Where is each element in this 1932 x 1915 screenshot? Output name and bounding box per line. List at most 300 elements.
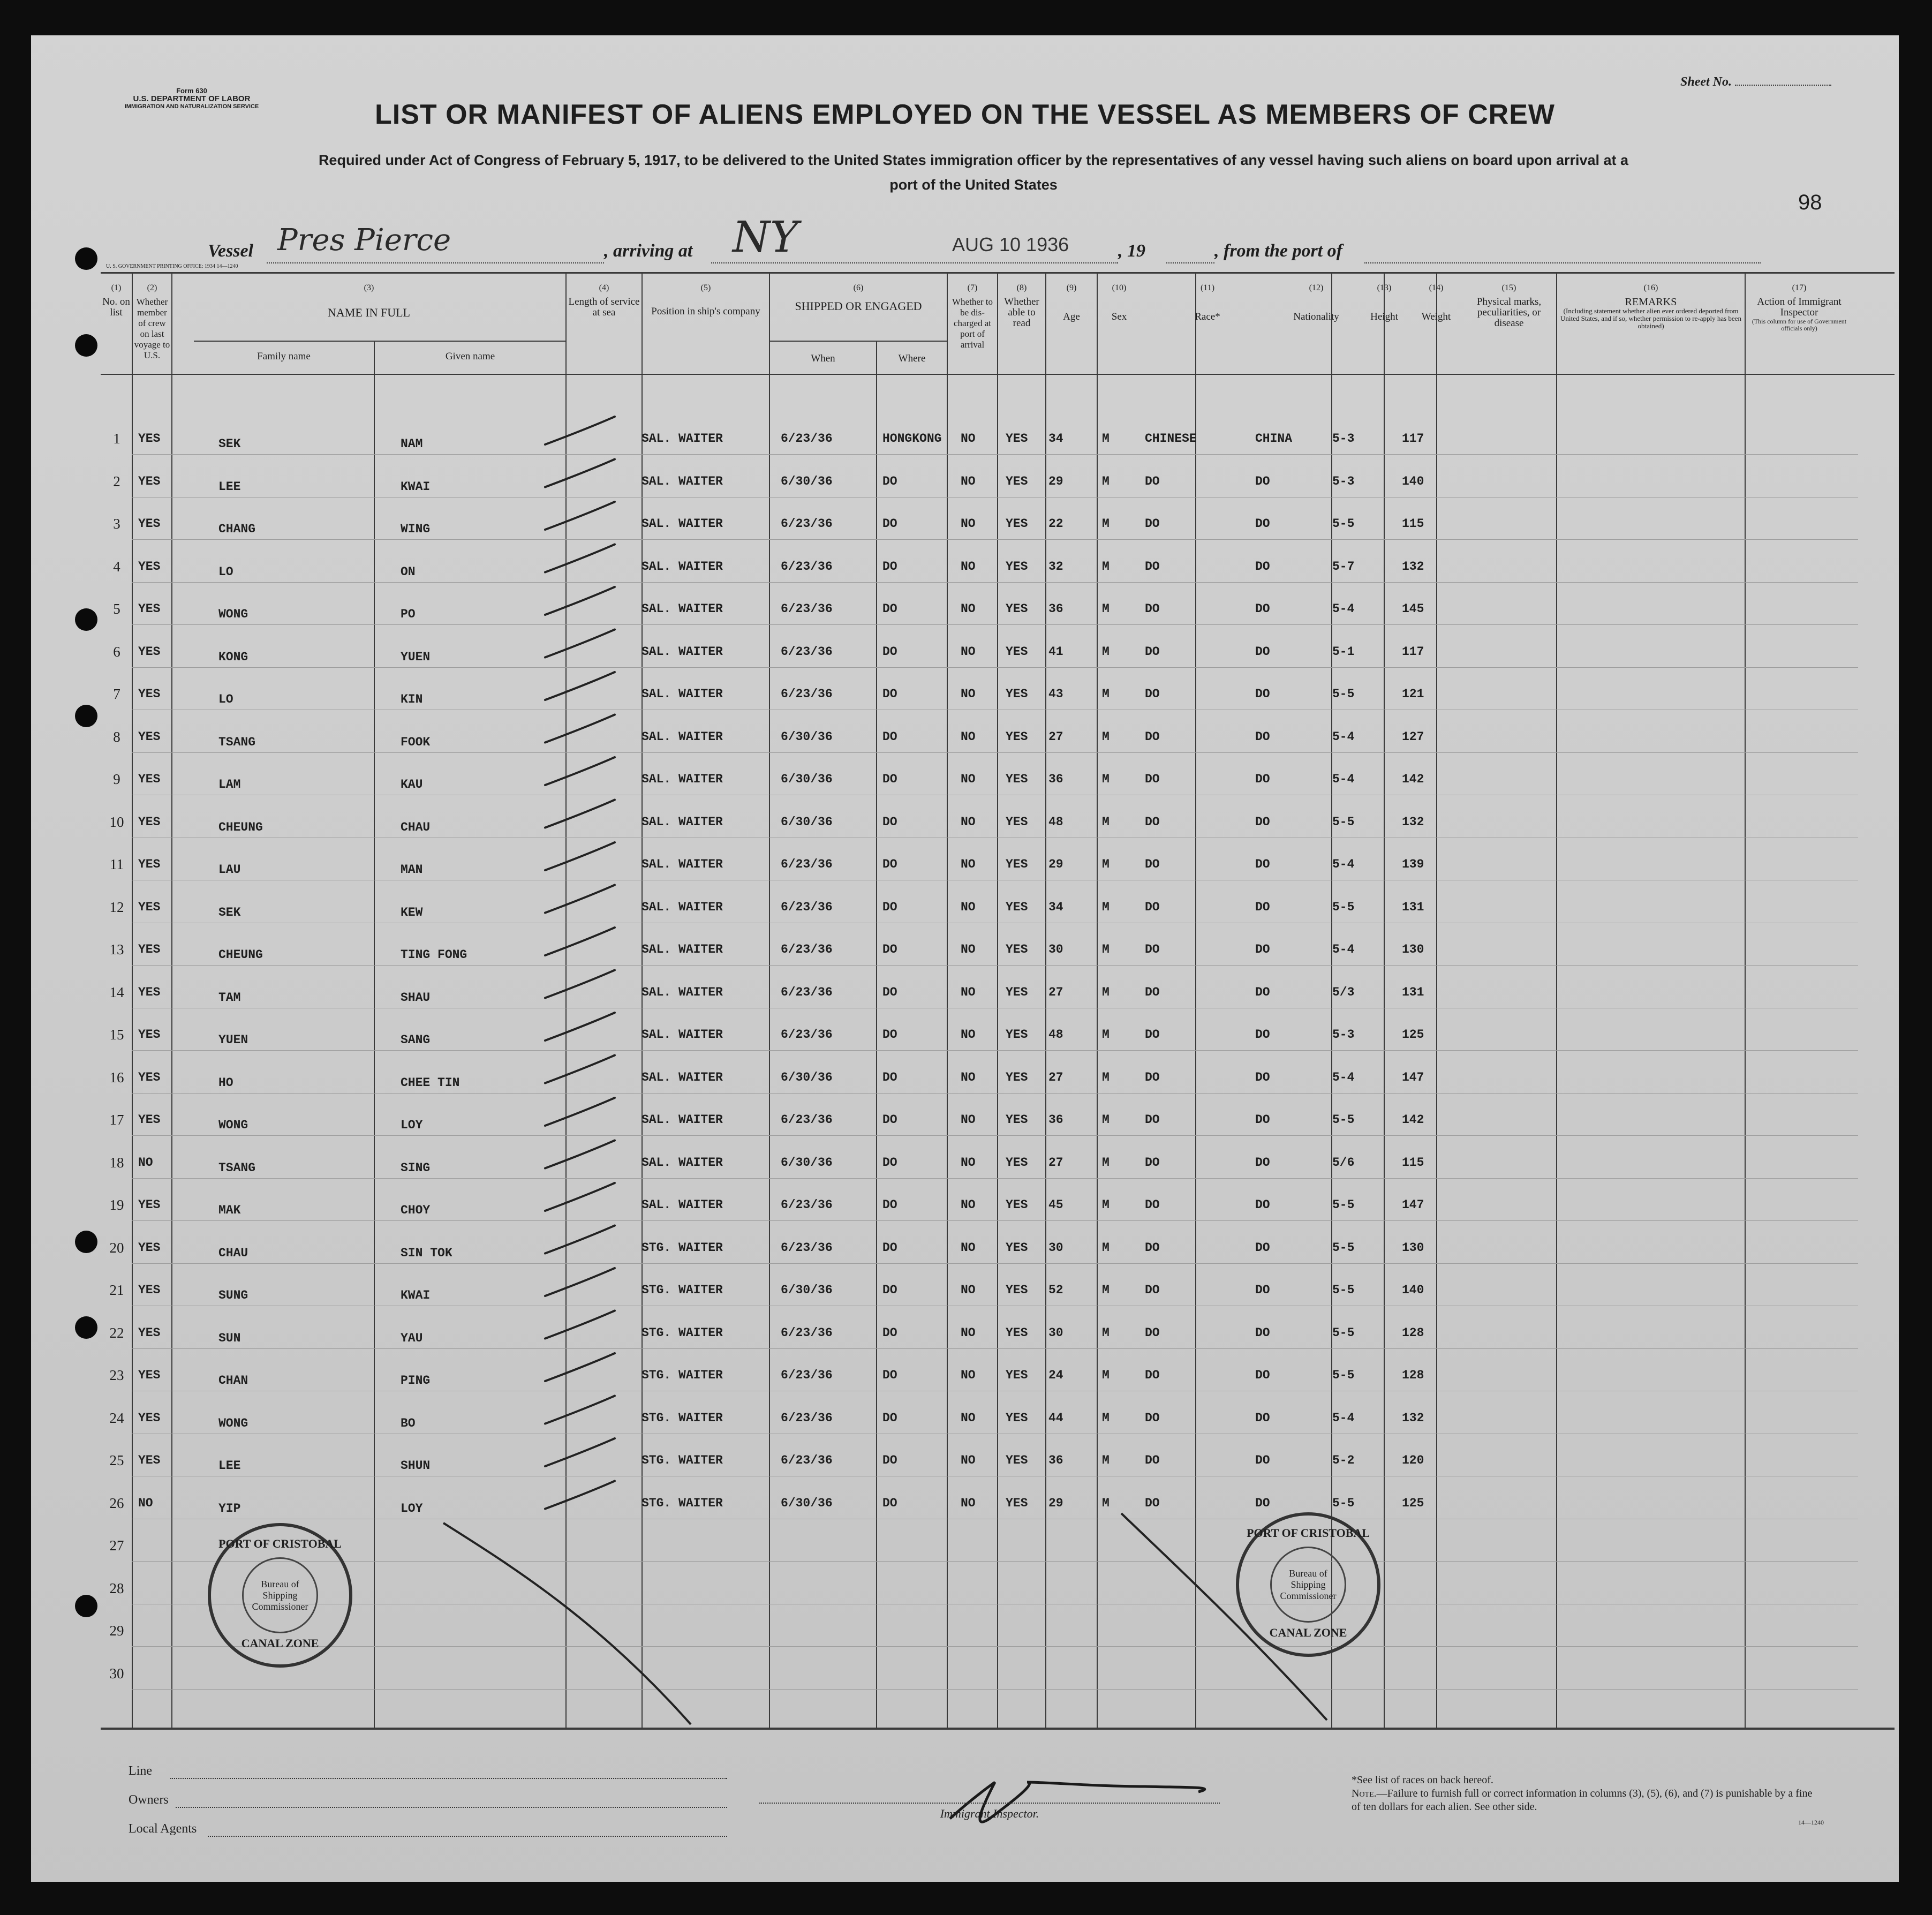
read-cell: YES: [1006, 729, 1028, 744]
weight-cell: 120: [1402, 1453, 1424, 1467]
read-cell: YES: [1006, 1198, 1028, 1212]
family-name-cell: MAK: [218, 1203, 241, 1217]
given-name-cell: SING: [401, 1160, 431, 1175]
discharged-cell: NO: [961, 1113, 976, 1127]
crew-cell: YES: [138, 474, 161, 488]
footer-line-label: Line: [129, 1764, 152, 1778]
read-cell: YES: [1006, 1113, 1028, 1127]
shipped-when-cell: 6/30/36: [781, 729, 833, 744]
family-name-cell: LO: [218, 564, 233, 579]
nationality-cell: DO: [1255, 1283, 1270, 1297]
shipped-where-cell: HONGKONG: [882, 432, 942, 446]
position-cell: SAL. WAITER: [642, 1155, 723, 1170]
family-name-cell: WONG: [218, 607, 248, 621]
race-cell: DO: [1145, 1198, 1160, 1212]
race-cell: DO: [1145, 815, 1160, 829]
shipped-when-cell: 6/23/36: [781, 900, 833, 914]
race-cell: DO: [1145, 943, 1160, 956]
weight-cell: 128: [1402, 1368, 1424, 1382]
crew-cell: YES: [138, 1325, 161, 1340]
family-name-cell: SUNG: [218, 1288, 248, 1302]
given-name-cell: NAM: [401, 437, 423, 451]
family-name-cell: WONG: [218, 1416, 248, 1430]
age-cell: 27: [1048, 1070, 1063, 1084]
nationality-cell: DO: [1255, 1155, 1270, 1170]
race-cell: DO: [1145, 517, 1160, 531]
row-number: 2: [113, 473, 120, 489]
discharged-cell: NO: [961, 1198, 976, 1212]
col-header-read: (8) Whether able to read: [1004, 283, 1039, 329]
shipped-when-cell: 6/30/36: [781, 1070, 833, 1084]
col-header-physical-marks: (15) Physical marks, peculiarities, or disease: [1476, 283, 1542, 329]
height-cell: 5-3: [1332, 432, 1355, 446]
given-name-cell: KWAI: [401, 1288, 431, 1302]
col-header-where: Where: [898, 353, 926, 364]
nationality-cell: DO: [1255, 1070, 1270, 1084]
age-cell: 29: [1048, 1496, 1063, 1510]
shipped-when-cell: 6/30/36: [781, 474, 833, 488]
crew-cell: YES: [138, 1368, 161, 1382]
sex-cell: M: [1102, 772, 1110, 786]
given-name-cell: KAU: [401, 778, 423, 791]
sex-cell: M: [1102, 1070, 1110, 1084]
crew-cell: NO: [138, 1155, 153, 1170]
nationality-cell: DO: [1255, 559, 1270, 574]
read-cell: YES: [1006, 1070, 1028, 1084]
sex-cell: M: [1102, 517, 1110, 531]
weight-cell: 125: [1402, 1496, 1424, 1510]
shipped-when-cell: 6/23/36: [781, 943, 833, 956]
weight-cell: 130: [1402, 1240, 1424, 1255]
given-name-cell: PING: [401, 1374, 431, 1388]
row-number: 25: [109, 1452, 124, 1468]
row-number: 1: [113, 431, 120, 447]
race-cell: DO: [1145, 900, 1160, 914]
discharged-cell: NO: [961, 900, 976, 914]
sex-cell: M: [1102, 432, 1110, 446]
position-cell: SAL. WAITER: [642, 687, 723, 701]
race-cell: DO: [1145, 772, 1160, 786]
position-cell: STG. WAITER: [642, 1411, 723, 1425]
check-mark: [545, 970, 615, 998]
nationality-cell: CHINA: [1255, 432, 1293, 446]
crew-cell: YES: [138, 857, 161, 871]
nationality-cell: DO: [1255, 857, 1270, 871]
shipped-when-cell: 6/23/36: [781, 1240, 833, 1255]
age-cell: 27: [1048, 985, 1063, 999]
weight-cell: 117: [1402, 432, 1424, 446]
shipped-when-cell: 6/30/36: [781, 1496, 833, 1510]
height-cell: 5-5: [1332, 1325, 1355, 1340]
shipped-when-cell: 6/30/36: [781, 772, 833, 786]
page-title: LIST OR MANIFEST OF ALIENS EMPLOYED ON THE VESSEL AS MEMBERS OF CREW: [375, 99, 1555, 130]
check-mark: [545, 800, 615, 828]
age-cell: 30: [1048, 1325, 1063, 1340]
crew-cell: YES: [138, 1028, 161, 1042]
subtitle-line-1: Required under Act of Congress of February 5, 1917, to be delivered to the United States immigration officer by the representatives of any vessel having such aliens on board upon arrival at a: [318, 152, 1629, 168]
manifest-sheet: [31, 35, 1899, 1882]
shipped-where-cell: DO: [882, 772, 897, 786]
weight-cell: 131: [1402, 985, 1424, 999]
shipped-where-cell: DO: [882, 729, 897, 744]
age-cell: 27: [1048, 1155, 1063, 1170]
penalty-note: Note.—Failure to furnish full or correct information in columns (3), (5), (6), and (7) is punishable by a fine of ten dollars for each alien. See other side.: [1352, 1788, 1813, 1813]
age-cell: 30: [1048, 1240, 1063, 1255]
check-mark: [545, 885, 615, 913]
check-mark: [545, 928, 615, 955]
row-number: 5: [113, 601, 120, 617]
race-cell: DO: [1145, 985, 1160, 999]
race-cell: DO: [1145, 1155, 1160, 1170]
race-cell: DO: [1145, 1240, 1160, 1255]
shipped-where-cell: DO: [882, 517, 897, 531]
race-cell: DO: [1145, 474, 1160, 488]
given-name-cell: KWAI: [401, 479, 431, 494]
height-cell: 5-2: [1332, 1453, 1355, 1467]
col-header-nationality: (12) Nationality: [1293, 283, 1339, 322]
check-mark: [545, 1353, 615, 1381]
read-cell: YES: [1006, 602, 1028, 616]
weight-cell: 128: [1402, 1325, 1424, 1340]
footer-owners-label: Owners: [129, 1793, 169, 1807]
col-header-name: (3) NAME IN FULL: [328, 283, 410, 319]
given-name-cell: BO: [401, 1416, 416, 1430]
weight-cell: 132: [1402, 559, 1424, 574]
given-name-cell: LOY: [401, 1118, 423, 1132]
height-cell: 5-5: [1332, 1283, 1355, 1297]
vessel-label: Vessel: [208, 241, 253, 261]
printing-office: U. S. GOVERNMENT PRINTING OFFICE: 1934 14—1240: [106, 263, 238, 269]
shipped-where-cell: DO: [882, 1496, 897, 1510]
weight-cell: 121: [1402, 687, 1424, 701]
height-cell: 5-5: [1332, 1113, 1355, 1127]
weight-cell: 145: [1402, 602, 1424, 616]
crew-cell: YES: [138, 1283, 161, 1297]
shipped-when-cell: 6/23/36: [781, 1113, 833, 1127]
discharged-cell: NO: [961, 772, 976, 786]
row-number: 3: [113, 516, 120, 532]
row-number: 26: [109, 1495, 124, 1511]
race-cell: DO: [1145, 1496, 1160, 1510]
family-name-cell: TAM: [218, 990, 241, 1005]
shipped-when-cell: 6/23/36: [781, 857, 833, 871]
stamp-center: Bureau of Shipping Commissioner: [1270, 1547, 1346, 1623]
read-cell: YES: [1006, 1240, 1028, 1255]
nationality-cell: DO: [1255, 687, 1270, 701]
given-name-cell: YAU: [401, 1331, 423, 1345]
discharged-cell: NO: [961, 644, 976, 659]
read-cell: YES: [1006, 1496, 1028, 1510]
row-number: 23: [109, 1367, 124, 1383]
check-mark: [545, 1396, 615, 1424]
given-name-cell: LOY: [401, 1501, 423, 1516]
sex-cell: M: [1102, 474, 1110, 488]
row-number: 13: [109, 941, 124, 958]
read-cell: YES: [1006, 1155, 1028, 1170]
discharged-cell: NO: [961, 1368, 976, 1382]
race-cell: DO: [1145, 1028, 1160, 1042]
crew-cell: YES: [138, 432, 161, 446]
nationality-cell: DO: [1255, 1240, 1270, 1255]
discharged-cell: NO: [961, 1283, 976, 1297]
sex-cell: M: [1102, 1155, 1110, 1170]
row-number: 17: [109, 1112, 124, 1128]
shipped-when-cell: 6/30/36: [781, 815, 833, 829]
crew-cell: YES: [138, 517, 161, 531]
crew-cell: YES: [138, 772, 161, 786]
position-cell: SAL. WAITER: [642, 517, 723, 531]
discharged-cell: NO: [961, 517, 976, 531]
weight-cell: 125: [1402, 1028, 1424, 1042]
race-cell: DO: [1145, 602, 1160, 616]
position-cell: SAL. WAITER: [642, 602, 723, 616]
row-number: 22: [109, 1324, 124, 1341]
crew-cell: YES: [138, 1240, 161, 1255]
race-cell: DO: [1145, 729, 1160, 744]
nationality-cell: DO: [1255, 1198, 1270, 1212]
position-cell: SAL. WAITER: [642, 1028, 723, 1042]
weight-cell: 140: [1402, 1283, 1424, 1297]
shipped-where-cell: DO: [882, 1240, 897, 1255]
given-name-cell: CHAU: [401, 820, 431, 834]
age-cell: 29: [1048, 857, 1063, 871]
shipped-where-cell: DO: [882, 602, 897, 616]
check-mark: [545, 545, 615, 572]
given-name-cell: ON: [401, 564, 416, 579]
read-cell: YES: [1006, 815, 1028, 829]
family-name-cell: LEE: [218, 1459, 241, 1473]
weight-cell: 117: [1402, 644, 1424, 659]
discharged-cell: NO: [961, 1070, 976, 1084]
col-header-when: When: [811, 353, 835, 364]
race-cell: DO: [1145, 1113, 1160, 1127]
row-number: 29: [109, 1623, 124, 1639]
vessel-name: Pres Pierce: [277, 223, 451, 258]
nationality-cell: DO: [1255, 1113, 1270, 1127]
stamp-ring-bottom: CANAL ZONE: [1269, 1626, 1347, 1639]
discharged-cell: NO: [961, 1028, 976, 1042]
read-cell: YES: [1006, 985, 1028, 999]
discharged-cell: NO: [961, 1411, 976, 1425]
row-number: 16: [109, 1069, 124, 1085]
row-number: 19: [109, 1197, 124, 1213]
read-cell: YES: [1006, 687, 1028, 701]
height-cell: 5-3: [1332, 1028, 1355, 1042]
weight-cell: 147: [1402, 1070, 1424, 1084]
age-cell: 45: [1048, 1198, 1063, 1212]
discharged-cell: NO: [961, 559, 976, 574]
shipped-when-cell: 6/23/36: [781, 602, 833, 616]
age-cell: 34: [1048, 900, 1063, 914]
row-number: 7: [113, 686, 120, 702]
form-code: 14—1240: [1798, 1819, 1824, 1826]
sex-cell: M: [1102, 1453, 1110, 1467]
nationality-cell: DO: [1255, 474, 1270, 488]
check-mark: [545, 587, 615, 615]
row-number: 27: [109, 1537, 124, 1554]
height-cell: 5-1: [1332, 644, 1355, 659]
nationality-cell: DO: [1255, 943, 1270, 956]
height-cell: 5-5: [1332, 1368, 1355, 1382]
position-cell: SAL. WAITER: [642, 943, 723, 956]
position-cell: STG. WAITER: [642, 1283, 723, 1297]
col-header-race: (11) Race*: [1195, 283, 1220, 322]
row-number: 28: [109, 1580, 124, 1596]
discharged-cell: NO: [961, 985, 976, 999]
position-cell: SAL. WAITER: [642, 644, 723, 659]
read-cell: YES: [1006, 1411, 1028, 1425]
given-name-cell: TING FONG: [401, 948, 467, 962]
row-number: 24: [109, 1409, 124, 1426]
family-name-cell: SEK: [218, 437, 241, 451]
check-mark: [545, 459, 615, 487]
discharged-cell: NO: [961, 1325, 976, 1340]
stamp-ring-bottom: CANAL ZONE: [241, 1637, 319, 1650]
discharged-cell: NO: [961, 687, 976, 701]
age-cell: 36: [1048, 772, 1063, 786]
col-header-weight: (14) Weight: [1421, 283, 1451, 322]
read-cell: YES: [1006, 644, 1028, 659]
shipped-where-cell: DO: [882, 1028, 897, 1042]
family-name-cell: SEK: [218, 905, 241, 919]
check-mark: [545, 417, 615, 444]
stamp-port-of-cristobal: [208, 1523, 352, 1668]
sex-cell: M: [1102, 1368, 1110, 1382]
position-cell: SAL. WAITER: [642, 729, 723, 744]
row-number: 6: [113, 643, 120, 660]
weight-cell: 127: [1402, 729, 1424, 744]
age-cell: 43: [1048, 687, 1063, 701]
crew-cell: YES: [138, 985, 161, 999]
crew-cell: YES: [138, 729, 161, 744]
crew-cell: YES: [138, 1198, 161, 1212]
row-number: 30: [109, 1665, 124, 1682]
weight-cell: 140: [1402, 474, 1424, 488]
crew-cell: YES: [138, 900, 161, 914]
height-cell: 5-4: [1332, 943, 1355, 956]
race-cell: DO: [1145, 559, 1160, 574]
height-cell: 5-4: [1332, 772, 1355, 786]
crew-cell: YES: [138, 1070, 161, 1084]
row-number: 9: [113, 771, 120, 787]
nationality-cell: DO: [1255, 1028, 1270, 1042]
height-cell: 5-5: [1332, 1198, 1355, 1212]
weight-cell: 142: [1402, 772, 1424, 786]
height-cell: 5/6: [1332, 1155, 1355, 1170]
read-cell: YES: [1006, 772, 1028, 786]
shipped-where-cell: DO: [882, 900, 897, 914]
read-cell: YES: [1006, 517, 1028, 531]
given-name-cell: MAN: [401, 863, 423, 877]
row-number: 21: [109, 1282, 124, 1298]
race-cell: DO: [1145, 687, 1160, 701]
read-cell: YES: [1006, 1283, 1028, 1297]
shipped-when-cell: 6/23/36: [781, 644, 833, 659]
check-mark: [545, 1098, 615, 1126]
weight-cell: 131: [1402, 900, 1424, 914]
from-port-label: , from the port of: [1214, 241, 1342, 261]
family-name-cell: CHAN: [218, 1374, 248, 1388]
position-cell: SAL. WAITER: [642, 857, 723, 871]
discharged-cell: NO: [961, 474, 976, 488]
nationality-cell: DO: [1255, 900, 1270, 914]
weight-cell: 130: [1402, 943, 1424, 956]
shipped-where-cell: DO: [882, 1113, 897, 1127]
nationality-cell: DO: [1255, 644, 1270, 659]
check-mark: [545, 630, 615, 658]
discharged-cell: NO: [961, 857, 976, 871]
sex-cell: M: [1102, 559, 1110, 574]
col-header-no: (1) No. on list: [102, 283, 130, 318]
family-name-cell: LAU: [218, 863, 241, 877]
position-cell: STG. WAITER: [642, 1325, 723, 1340]
discharged-cell: NO: [961, 602, 976, 616]
given-name-cell: SIN TOK: [401, 1246, 452, 1260]
height-cell: 5/3: [1332, 985, 1355, 999]
shipped-where-cell: DO: [882, 943, 897, 956]
race-cell: DO: [1145, 1070, 1160, 1084]
position-cell: SAL. WAITER: [642, 900, 723, 914]
age-cell: 36: [1048, 1113, 1063, 1127]
col-header-given: Given name: [445, 351, 495, 362]
row-number: 18: [109, 1154, 124, 1171]
col-header-length-service: (4) Length of service at sea: [568, 283, 640, 318]
nationality-cell: DO: [1255, 1411, 1270, 1425]
race-cell: DO: [1145, 644, 1160, 659]
weight-cell: 142: [1402, 1113, 1424, 1127]
sex-cell: M: [1102, 729, 1110, 744]
age-cell: 36: [1048, 602, 1063, 616]
race-cell: DO: [1145, 1283, 1160, 1297]
read-cell: YES: [1006, 432, 1028, 446]
arriving-port: NY: [733, 212, 798, 262]
shipped-when-cell: 6/23/36: [781, 1198, 833, 1212]
height-cell: 5-4: [1332, 729, 1355, 744]
height-cell: 5-5: [1332, 900, 1355, 914]
row-number: 11: [110, 856, 124, 872]
year-label: , 19: [1118, 241, 1145, 261]
sex-cell: M: [1102, 1028, 1110, 1042]
nationality-cell: DO: [1255, 602, 1270, 616]
nationality-cell: DO: [1255, 772, 1270, 786]
read-cell: YES: [1006, 943, 1028, 956]
age-cell: 41: [1048, 644, 1063, 659]
check-mark: [545, 1311, 615, 1339]
position-cell: SAL. WAITER: [642, 772, 723, 786]
col-header-age: (9) Age: [1063, 283, 1080, 322]
discharged-cell: NO: [961, 729, 976, 744]
height-cell: 5-5: [1332, 517, 1355, 531]
sex-cell: M: [1102, 602, 1110, 616]
age-cell: 27: [1048, 729, 1063, 744]
read-cell: YES: [1006, 1368, 1028, 1382]
given-name-cell: SANG: [401, 1033, 431, 1047]
weight-cell: 139: [1402, 857, 1424, 871]
discharged-cell: NO: [961, 943, 976, 956]
weight-cell: 115: [1402, 517, 1424, 531]
height-cell: 5-4: [1332, 1070, 1355, 1084]
check-mark: [545, 1481, 615, 1509]
family-name-cell: YUEN: [218, 1033, 248, 1047]
race-cell: DO: [1145, 1411, 1160, 1425]
stamp-port-of-cristobal: [1236, 1512, 1380, 1657]
given-name-cell: WING: [401, 522, 431, 536]
age-cell: 34: [1048, 432, 1063, 446]
date-stamp: AUG 10 1936: [952, 233, 1069, 255]
races-note: *See list of races on back hereof.: [1352, 1774, 1493, 1786]
shipped-when-cell: 6/23/36: [781, 1368, 833, 1382]
position-cell: SAL. WAITER: [642, 474, 723, 488]
